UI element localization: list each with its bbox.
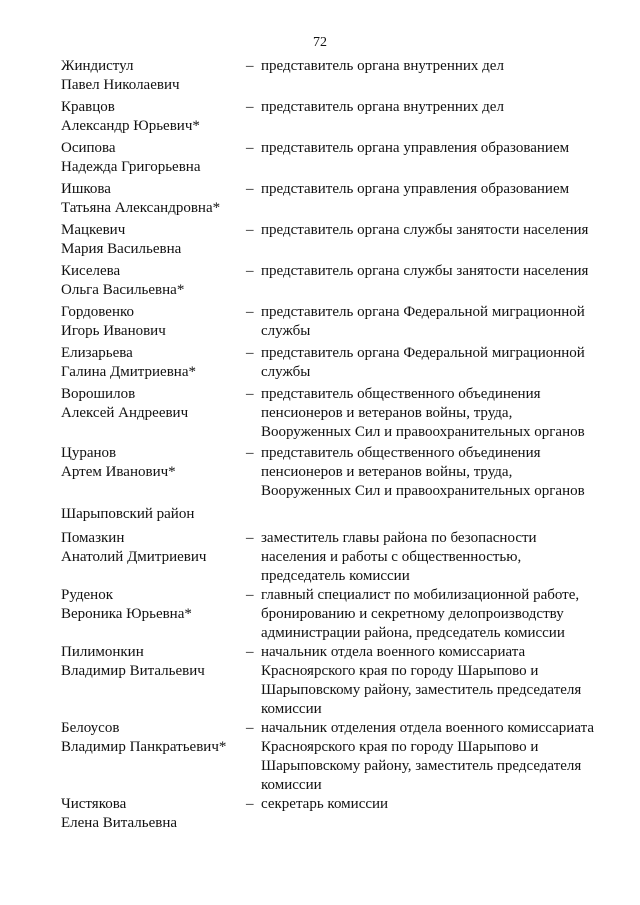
given-name: Артем Иванович* bbox=[61, 464, 176, 480]
dash: – bbox=[246, 445, 254, 461]
person-name bbox=[61, 180, 246, 218]
dash: – bbox=[246, 222, 254, 238]
person-name bbox=[61, 98, 246, 136]
given-name: Мария Васильевна bbox=[61, 241, 182, 257]
surname: Гордовенко bbox=[61, 304, 134, 320]
role-text: начальник отделения отдела военного комиссариата Красноярского края по городу Шарыпово и Шарыповскому району, заместитель председателя комиссии bbox=[261, 720, 594, 793]
given-name: Игорь Иванович bbox=[61, 323, 166, 339]
dash: – bbox=[246, 181, 254, 197]
role-text: главный специалист по мобилизационной работе, бронированию и секретному делопроизводству администрации района, председатель комиссии bbox=[261, 587, 580, 641]
given-name: Владимир Панкратьевич* bbox=[61, 739, 227, 755]
given-name: Александр Юрьевич* bbox=[61, 118, 200, 134]
person-name bbox=[61, 444, 246, 482]
person-name bbox=[61, 643, 246, 681]
person-name bbox=[61, 303, 246, 341]
district-heading: Шарыповский район bbox=[61, 506, 195, 522]
person-name bbox=[61, 262, 246, 300]
surname: Чистякова bbox=[61, 796, 127, 812]
role-text: представитель общественного объединения пенсионеров и ветеранов войны, труда, Вооруженных Сил и правоохранительных органов bbox=[261, 386, 585, 440]
given-name: Татьяна Александровна* bbox=[61, 200, 221, 216]
given-name: Ольга Васильевна* bbox=[61, 282, 185, 298]
surname: Помазкин bbox=[61, 530, 125, 546]
person-name bbox=[61, 795, 246, 833]
person-name bbox=[61, 529, 246, 567]
role-text: заместитель главы района по безопасности населения и работы с общественностью, председатель комиссии bbox=[261, 530, 537, 584]
surname: Цуранов bbox=[61, 445, 117, 461]
role-text: представитель органа службы занятости населения bbox=[261, 263, 589, 279]
surname: Мацкевич bbox=[61, 222, 126, 238]
dash: – bbox=[246, 587, 254, 603]
surname: Белоусов bbox=[61, 720, 120, 736]
given-name: Надежда Григорьевна bbox=[61, 159, 201, 175]
role-text: представитель общественного объединения пенсионеров и ветеранов войны, труда, Вооруженных Сил и правоохранительных органов bbox=[261, 445, 585, 499]
role-text: представитель органа управления образованием bbox=[261, 140, 570, 156]
person-name bbox=[61, 139, 246, 177]
dash: – bbox=[246, 58, 254, 74]
dash: – bbox=[246, 304, 254, 320]
given-name: Алексей Андреевич bbox=[61, 405, 189, 421]
surname: Ворошилов bbox=[61, 386, 136, 402]
given-name: Анатолий Дмитриевич bbox=[61, 549, 207, 565]
person-name bbox=[61, 344, 246, 382]
dash: – bbox=[246, 345, 254, 361]
surname: Пилимонкин bbox=[61, 644, 144, 660]
role-text: представитель органа управления образованием bbox=[261, 181, 570, 197]
given-name: Павел Николаевич bbox=[61, 77, 180, 93]
role-text: начальник отдела военного комиссариата Красноярского края по городу Шарыпово и Шарыповскому району, заместитель председателя комиссии bbox=[261, 644, 582, 717]
role-text: представитель органа Федеральной миграционной службы bbox=[261, 345, 585, 380]
role-text: представитель органа службы занятости населения bbox=[261, 222, 589, 238]
surname: Руденок bbox=[61, 587, 114, 603]
role-text: представитель органа внутренних дел bbox=[261, 58, 504, 74]
person-name bbox=[61, 385, 246, 423]
given-name: Вероника Юрьевна* bbox=[61, 606, 192, 622]
role-text: секретарь комиссии bbox=[261, 796, 389, 812]
surname: Осипова bbox=[61, 140, 116, 156]
surname: Жиндистул bbox=[61, 58, 134, 74]
dash: – bbox=[246, 99, 254, 115]
dash: – bbox=[246, 386, 254, 402]
person-name bbox=[61, 719, 246, 757]
dash: – bbox=[246, 796, 254, 812]
dash: – bbox=[246, 644, 254, 660]
person-name bbox=[61, 57, 246, 95]
page-number: 72 bbox=[313, 35, 327, 50]
given-name: Елена Витальевна bbox=[61, 815, 178, 831]
dash: – bbox=[246, 720, 254, 736]
given-name: Владимир Витальевич bbox=[61, 663, 205, 679]
dash: – bbox=[246, 263, 254, 279]
surname: Кравцов bbox=[61, 99, 115, 115]
person-name bbox=[61, 586, 246, 624]
person-name bbox=[61, 221, 246, 259]
dash: – bbox=[246, 530, 254, 546]
surname: Киселева bbox=[61, 263, 121, 279]
surname: Елизарьева bbox=[61, 345, 133, 361]
given-name: Галина Дмитриевна* bbox=[61, 364, 196, 380]
role-text: представитель органа Федеральной миграционной службы bbox=[261, 304, 585, 339]
surname: Ишкова bbox=[61, 181, 111, 197]
dash: – bbox=[246, 140, 254, 156]
role-text: представитель органа внутренних дел bbox=[261, 99, 504, 115]
